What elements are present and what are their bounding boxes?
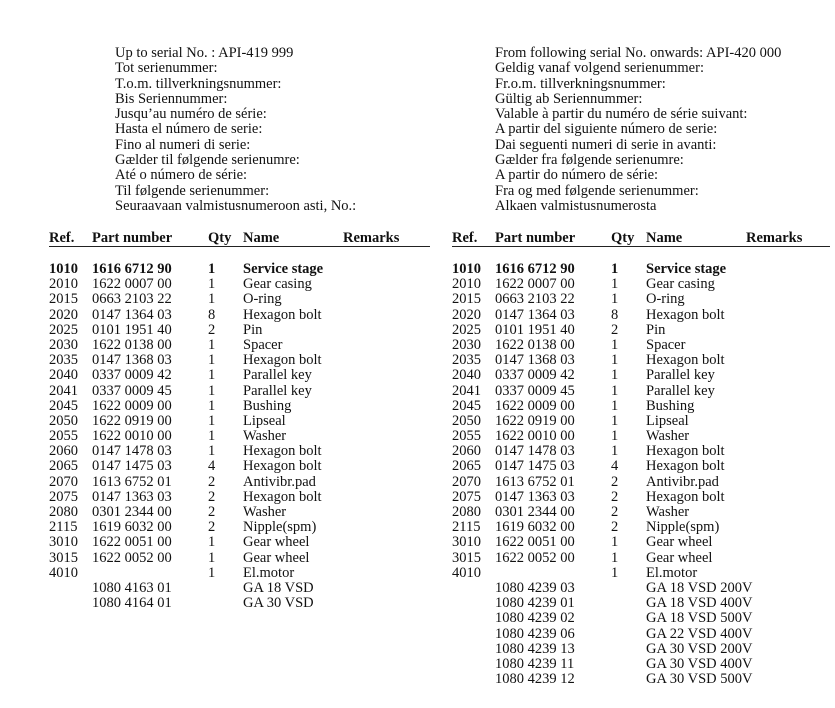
cell-ref: 2080 xyxy=(49,504,78,520)
serial-line: Gælder fra følgende serienumre: xyxy=(495,152,684,169)
cell-qty: 2 xyxy=(208,321,216,338)
cell-qty: 1 xyxy=(611,564,619,581)
cell-qty: 1 xyxy=(611,412,619,429)
cell-qty: 1 xyxy=(611,534,619,551)
cell-qty: 1 xyxy=(208,261,216,277)
cell-qty: 1 xyxy=(208,382,216,399)
cell-name: GA 30 VSD 200V xyxy=(646,640,753,657)
cell-name: GA 18 VSD xyxy=(243,579,314,596)
cell-qty: 8 xyxy=(208,306,216,323)
cell-ref: 3010 xyxy=(49,534,78,551)
cell-ref: 2015 xyxy=(49,291,78,308)
serial-line: Até o número de série: xyxy=(115,167,248,184)
serial-line: Til følgende serienummer: xyxy=(115,182,270,199)
cell-part-number: 0337 0009 45 xyxy=(495,382,575,399)
cell-part-number: 1622 0051 00 xyxy=(92,534,172,551)
cell-name: Gear wheel xyxy=(243,534,310,551)
header-divider xyxy=(49,246,430,247)
cell-part-number: 1622 0919 00 xyxy=(495,412,575,429)
cell-ref: 2035 xyxy=(49,352,78,369)
cell-qty: 1 xyxy=(208,443,216,460)
cell-part-number: 1080 4239 12 xyxy=(495,671,575,688)
cell-part-number: 1080 4239 02 xyxy=(495,610,575,627)
cell-name: Gear casing xyxy=(243,276,312,293)
cell-ref: 2025 xyxy=(49,321,78,338)
cell-name: Lipseal xyxy=(243,412,286,429)
header-name: Name xyxy=(646,230,683,246)
cell-qty: 2 xyxy=(611,504,619,520)
serial-line: Fino al numeri di serie: xyxy=(115,136,251,153)
cell-part-number: 1622 0919 00 xyxy=(92,412,172,429)
cell-qty: 1 xyxy=(611,382,619,399)
cell-name: GA 18 VSD 500V xyxy=(646,610,753,627)
cell-part-number: 0147 1368 03 xyxy=(92,352,172,369)
cell-qty: 2 xyxy=(611,488,619,505)
cell-ref: 2070 xyxy=(49,473,78,490)
cell-name: Washer xyxy=(243,428,287,445)
serial-line: Up to serial No. : API-419 999 xyxy=(115,45,294,61)
cell-part-number: 0663 2103 22 xyxy=(92,291,172,308)
cell-part-number: 0337 0009 45 xyxy=(92,382,172,399)
cell-ref: 2010 xyxy=(452,276,481,293)
cell-qty: 2 xyxy=(208,488,216,505)
cell-ref: 2040 xyxy=(49,367,78,384)
cell-qty: 1 xyxy=(208,352,216,369)
cell-name: Spacer xyxy=(646,336,686,353)
serial-line: Gælder til følgende serienumre: xyxy=(115,152,300,169)
cell-ref: 2041 xyxy=(452,382,481,399)
cell-qty: 1 xyxy=(611,261,619,277)
cell-part-number: 0101 1951 40 xyxy=(92,321,172,338)
cell-part-number: 1080 4239 06 xyxy=(495,625,575,642)
cell-ref: 2055 xyxy=(452,428,481,445)
cell-name: Parallel key xyxy=(243,382,312,399)
cell-name: O-ring xyxy=(243,291,282,308)
cell-name: Antivibr.pad xyxy=(243,473,316,490)
serial-line: Hasta el número de serie: xyxy=(115,121,263,138)
header-qty: Qty xyxy=(208,230,232,246)
cell-qty: 1 xyxy=(208,428,216,445)
cell-name: Service stage xyxy=(243,261,324,277)
serial-line: Tot serienummer: xyxy=(115,60,218,77)
cell-name: Gear wheel xyxy=(646,534,713,551)
cell-name: Lipseal xyxy=(646,412,689,429)
cell-name: Washer xyxy=(646,504,690,520)
cell-name: Antivibr.pad xyxy=(646,473,719,490)
cell-name: Pin xyxy=(243,321,263,338)
cell-name: Parallel key xyxy=(646,367,715,384)
cell-part-number: 1622 0010 00 xyxy=(92,428,172,445)
cell-part-number: 1622 0052 00 xyxy=(92,549,172,566)
cell-name: Spacer xyxy=(243,336,283,353)
cell-name: El.motor xyxy=(646,564,698,581)
cell-part-number: 1622 0138 00 xyxy=(92,336,172,353)
serial-line: Seuraavaan valmistusnumeroon asti, No.: xyxy=(115,197,357,214)
cell-qty: 4 xyxy=(208,458,216,475)
cell-ref: 2020 xyxy=(49,306,78,323)
cell-part-number: 0337 0009 42 xyxy=(495,367,575,384)
cell-ref: 2055 xyxy=(49,428,78,445)
cell-part-number: 0147 1364 03 xyxy=(495,306,575,323)
serial-line: A partir do número de série: xyxy=(495,167,659,184)
cell-part-number: 1622 0138 00 xyxy=(495,336,575,353)
cell-qty: 2 xyxy=(208,519,216,536)
cell-part-number: 1622 0007 00 xyxy=(92,276,172,293)
cell-part-number: 1080 4239 01 xyxy=(495,595,575,612)
cell-name: Gear casing xyxy=(646,276,715,293)
cell-qty: 2 xyxy=(611,473,619,490)
serial-line: Gültig ab Seriennummer: xyxy=(495,90,643,107)
cell-qty: 1 xyxy=(208,412,216,429)
cell-ref: 3015 xyxy=(452,549,481,566)
cell-part-number: 1619 6032 00 xyxy=(495,519,575,536)
serial-line: Dai seguenti numeri di serie in avanti: xyxy=(495,136,717,153)
cell-name: Nipple(spm) xyxy=(646,519,720,536)
cell-name: Nipple(spm) xyxy=(243,519,317,536)
cell-ref: 2065 xyxy=(49,458,78,475)
cell-part-number: 1619 6032 00 xyxy=(92,519,172,536)
cell-part-number: 0337 0009 42 xyxy=(92,367,172,384)
cell-part-number: 1622 0010 00 xyxy=(495,428,575,445)
cell-part-number: 0663 2103 22 xyxy=(495,291,575,308)
cell-qty: 1 xyxy=(208,276,216,293)
cell-part-number: 0147 1364 03 xyxy=(92,306,172,323)
cell-ref: 2050 xyxy=(49,412,78,429)
cell-name: O-ring xyxy=(646,291,685,308)
cell-ref: 1010 xyxy=(49,261,78,277)
cell-name: Parallel key xyxy=(243,367,312,384)
cell-part-number: 1622 0009 00 xyxy=(495,397,575,414)
cell-name: Hexagon bolt xyxy=(646,488,725,505)
cell-part-number: 0301 2344 00 xyxy=(495,504,575,520)
cell-name: Parallel key xyxy=(646,382,715,399)
cell-ref: 2050 xyxy=(452,412,481,429)
cell-name: Washer xyxy=(243,504,287,520)
serial-line: Geldig vanaf volgend serienummer: xyxy=(495,60,704,77)
header-remarks: Remarks xyxy=(746,230,803,246)
cell-ref: 2060 xyxy=(452,443,481,460)
cell-ref: 4010 xyxy=(49,564,78,581)
cell-name: Gear wheel xyxy=(243,549,310,566)
cell-ref: 2025 xyxy=(452,321,481,338)
cell-name: Hexagon bolt xyxy=(243,306,322,323)
cell-name: Bushing xyxy=(243,397,292,414)
cell-qty: 8 xyxy=(611,306,619,323)
cell-part-number: 1080 4164 01 xyxy=(92,595,172,612)
cell-part-number: 1080 4239 03 xyxy=(495,579,575,596)
cell-ref: 4010 xyxy=(452,564,481,581)
cell-qty: 1 xyxy=(208,564,216,581)
cell-part-number: 1080 4239 11 xyxy=(495,655,575,672)
cell-part-number: 1622 0052 00 xyxy=(495,549,575,566)
cell-qty: 1 xyxy=(611,549,619,566)
header-divider xyxy=(452,246,830,247)
header-part-number: Part number xyxy=(495,230,576,246)
cell-part-number: 0147 1475 03 xyxy=(92,458,172,475)
cell-name: Hexagon bolt xyxy=(243,443,322,460)
cell-qty: 1 xyxy=(611,443,619,460)
cell-ref: 2020 xyxy=(452,306,481,323)
cell-part-number: 0147 1478 03 xyxy=(92,443,172,460)
cell-part-number: 1080 4163 01 xyxy=(92,579,172,596)
cell-ref: 2075 xyxy=(452,488,481,505)
cell-name: Bushing xyxy=(646,397,695,414)
cell-ref: 2045 xyxy=(49,397,78,414)
cell-qty: 1 xyxy=(611,352,619,369)
cell-name: GA 30 VSD 400V xyxy=(646,655,753,672)
cell-name: Hexagon bolt xyxy=(243,488,322,505)
cell-ref: 3015 xyxy=(49,549,78,566)
cell-part-number: 1616 6712 90 xyxy=(495,261,575,277)
serial-range-block xyxy=(495,46,781,214)
cell-ref: 2030 xyxy=(49,336,78,353)
cell-part-number: 1622 0007 00 xyxy=(495,276,575,293)
cell-qty: 2 xyxy=(611,519,619,536)
cell-qty: 1 xyxy=(208,367,216,384)
serial-line: From following serial No. onwards: API-420 000 xyxy=(495,45,782,61)
cell-part-number: 1622 0051 00 xyxy=(495,534,575,551)
cell-ref: 2040 xyxy=(452,367,481,384)
serial-line: Jusqu’au numéro de série: xyxy=(115,106,267,123)
cell-qty: 1 xyxy=(208,397,216,414)
serial-line: Fr.o.m. tillverkningsnummer: xyxy=(495,75,666,92)
cell-qty: 2 xyxy=(611,321,619,338)
cell-qty: 1 xyxy=(208,291,216,308)
cell-name: GA 18 VSD 200V xyxy=(646,579,753,596)
serial-range-block xyxy=(115,46,356,214)
cell-ref: 2065 xyxy=(452,458,481,475)
cell-name: GA 22 VSD 400V xyxy=(646,625,753,642)
serial-line: T.o.m. tillverkningsnummer: xyxy=(115,75,282,92)
cell-part-number: 1613 6752 01 xyxy=(92,473,172,490)
cell-name: Hexagon bolt xyxy=(243,352,322,369)
cell-ref: 3010 xyxy=(452,534,481,551)
cell-name: Service stage xyxy=(646,261,727,277)
cell-part-number: 0147 1363 03 xyxy=(495,488,575,505)
cell-qty: 1 xyxy=(611,276,619,293)
cell-ref: 2075 xyxy=(49,488,78,505)
cell-ref: 2080 xyxy=(452,504,481,520)
cell-part-number: 0101 1951 40 xyxy=(495,321,575,338)
cell-name: GA 30 VSD 500V xyxy=(646,671,753,688)
cell-qty: 1 xyxy=(611,336,619,353)
cell-ref: 2060 xyxy=(49,443,78,460)
cell-name: Hexagon bolt xyxy=(243,458,322,475)
serial-line: Bis Seriennummer: xyxy=(115,90,228,107)
serial-line: A partir del siguiente número de serie: xyxy=(495,121,718,138)
cell-part-number: 1616 6712 90 xyxy=(92,261,172,277)
cell-ref: 2115 xyxy=(452,519,481,536)
cell-qty: 2 xyxy=(208,473,216,490)
cell-ref: 2010 xyxy=(49,276,78,293)
header-qty: Qty xyxy=(611,230,635,246)
cell-part-number: 1080 4239 13 xyxy=(495,640,575,657)
cell-qty: 1 xyxy=(611,428,619,445)
header-part-number: Part number xyxy=(92,230,173,246)
cell-ref: 2015 xyxy=(452,291,481,308)
serial-line: Valable à partir du numéro de série suivant: xyxy=(495,106,748,123)
header-ref: Ref. xyxy=(452,230,478,246)
cell-ref: 2035 xyxy=(452,352,481,369)
cell-qty: 1 xyxy=(611,291,619,308)
cell-part-number: 0147 1475 03 xyxy=(495,458,575,475)
header-remarks: Remarks xyxy=(343,230,400,246)
cell-ref: 2030 xyxy=(452,336,481,353)
cell-name: Gear wheel xyxy=(646,549,713,566)
cell-name: Hexagon bolt xyxy=(646,443,725,460)
serial-line: Fra og med følgende serienummer: xyxy=(495,182,699,199)
header-ref: Ref. xyxy=(49,230,75,246)
cell-part-number: 0147 1478 03 xyxy=(495,443,575,460)
cell-name: El.motor xyxy=(243,564,295,581)
cell-ref: 1010 xyxy=(452,261,481,277)
cell-ref: 2115 xyxy=(49,519,78,536)
cell-name: Hexagon bolt xyxy=(646,306,725,323)
cell-qty: 1 xyxy=(208,336,216,353)
header-name: Name xyxy=(243,230,280,246)
cell-name: GA 18 VSD 400V xyxy=(646,595,753,612)
cell-ref: 2041 xyxy=(49,382,78,399)
cell-ref: 2070 xyxy=(452,473,481,490)
cell-name: Hexagon bolt xyxy=(646,352,725,369)
cell-qty: 4 xyxy=(611,458,619,475)
cell-part-number: 1613 6752 01 xyxy=(495,473,575,490)
cell-qty: 1 xyxy=(611,367,619,384)
cell-name: Hexagon bolt xyxy=(646,458,725,475)
cell-ref: 2045 xyxy=(452,397,481,414)
cell-part-number: 0301 2344 00 xyxy=(92,504,172,520)
cell-qty: 1 xyxy=(208,549,216,566)
cell-name: GA 30 VSD xyxy=(243,595,314,612)
cell-name: Pin xyxy=(646,321,666,338)
cell-qty: 1 xyxy=(611,397,619,414)
cell-part-number: 0147 1363 03 xyxy=(92,488,172,505)
serial-line: Alkaen valmistusnumerosta xyxy=(495,197,657,214)
cell-qty: 2 xyxy=(208,504,216,520)
cell-part-number: 1622 0009 00 xyxy=(92,397,172,414)
cell-name: Washer xyxy=(646,428,690,445)
cell-qty: 1 xyxy=(208,534,216,551)
cell-part-number: 0147 1368 03 xyxy=(495,352,575,369)
